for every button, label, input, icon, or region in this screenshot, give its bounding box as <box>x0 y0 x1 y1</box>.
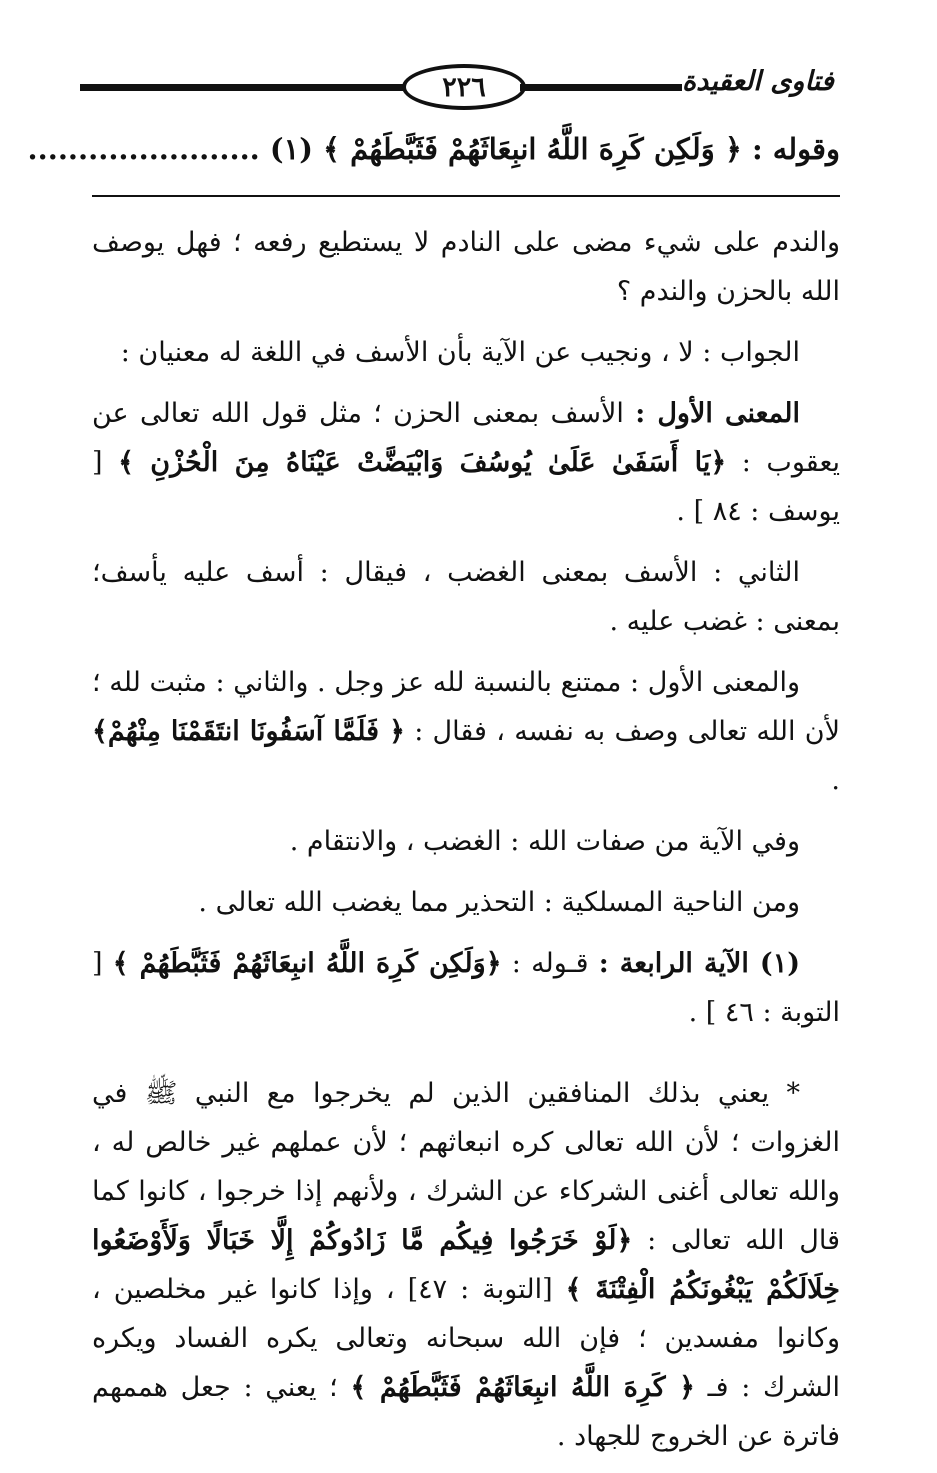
header-rule-left <box>80 84 410 91</box>
paragraph-second-meaning: الثاني : الأسف بمعنى الغضب ، فيقال : أسف عليه يأسف؛ بمعنى : غضب عليه . <box>92 557 840 637</box>
paragraph-conduct: ومن الناحية المسلكية : التحذير مما يغضب الله تعالى . <box>198 887 800 918</box>
section-heading <box>27 132 840 180</box>
paragraph-question: والندم على شيء مضى على النادم لا يستطيع رفعه ؛ فهل يوصف الله بالحزن والندم ؟ <box>92 227 840 307</box>
paragraph-first-meaning <box>92 389 840 536</box>
running-header <box>80 62 842 114</box>
ruling-text: والمعنى الأول : ممتنع بالنسبة لله عز وجل . والثاني : مثبت لله ؛ لأن الله تعالى وصف به نفسه ، فقال : <box>92 667 840 747</box>
commentary-part2: [التوبة : ٤٧] ، وإذا كانوا غير مخلصين ، وكانوا مفسدين ؛ فإن الله سبحانه وتعالى يكره الفساد ويكره الشرك : فـ <box>92 1274 840 1403</box>
ruling-end: . <box>831 765 840 796</box>
paragraph-ruling <box>92 658 840 805</box>
header-rule-right <box>520 84 682 91</box>
heading-divider <box>92 195 840 197</box>
ruling-quote: ﴿ فَلَمَّا آسَفُونَا انتَقَمْنَا مِنْهُمْ﴾ <box>92 716 405 747</box>
commentary-part3: ؛ يعني : جعل هممهم فاترة عن الخروج للجهاد . <box>92 1372 840 1452</box>
heading-label: وقوله : <box>751 132 840 166</box>
footnote-ref: [ التوبة : ٤٦ ] . <box>92 948 840 1028</box>
page-body <box>92 218 840 1473</box>
heading-quote: ﴿ وَلَكِن كَرِهَ اللَّهُ انبِعَاثَهُمْ فَثَبَّطَهُمْ ﴾ <box>323 132 742 166</box>
paragraph-attributes: وفي الآية من صفات الله : الغضب ، والانتقام . <box>289 826 800 857</box>
first-meaning-ref: [ يوسف : ٨٤ ] . <box>92 447 840 527</box>
footnote-quote: ﴿وَلَكِن كَرِهَ اللَّهُ انبِعَاثَهُمْ فَثَبَّطَهُمْ ﴾ <box>112 948 502 979</box>
paragraph-answer: الجواب : لا ، ونجيب عن الآية بأن الأسف في اللغة له معنيان : <box>120 337 800 368</box>
paragraph-commentary <box>92 1069 840 1461</box>
heading-dots: ....................... <box>27 132 260 166</box>
first-meaning-text: الأسف بمعنى الحزن ؛ مثل قول الله تعالى عن يعقوب : <box>92 398 840 478</box>
commentary-quote1: ﴿لَوْ خَرَجُوا فِيكُم مَّا زَادُوكُمْ إِلَّا خَبَالًا وَلَأَوْضَعُوا خِلَالَكُمْ يَبْغُونَكُمُ الْفِتْنَةَ ﴾ <box>92 1225 840 1305</box>
book-title: فتاوى العقيدة <box>682 66 834 97</box>
footnote-text: قـوله : <box>501 948 599 979</box>
heading-note-ref: (١) <box>269 132 313 166</box>
first-meaning-quote: ﴿يَا أَسَفَىٰ عَلَىٰ يُوسُفَ وَابْيَضَّتْ عَيْنَاهُ مِنَ الْحُزْنِ ﴾ <box>118 447 727 478</box>
footnote-label: (١) الآية الرابعة : <box>598 948 800 979</box>
footnote <box>92 939 840 1037</box>
commentary-quote2: ﴿ كَرِهَ اللَّهُ انبِعَاثَهُمْ فَثَبَّطَهُمْ ﴾ <box>350 1372 695 1403</box>
commentary-part1: * يعني بذلك المنافقين الذين لم يخرجوا مع النبي ﷺ في الغزوات ؛ لأن الله تعالى كره انبعاثهم ؛ لأن عملهم غير خالص له ، والله تعالى أغنى الشركاء عن الشرك ، ولأنهم إذا خرجوا ، كانوا كما قال الله تعالى : <box>92 1078 840 1256</box>
first-meaning-label: المعنى الأول : <box>635 398 800 429</box>
page-number: ٢٢٦ <box>402 64 526 110</box>
